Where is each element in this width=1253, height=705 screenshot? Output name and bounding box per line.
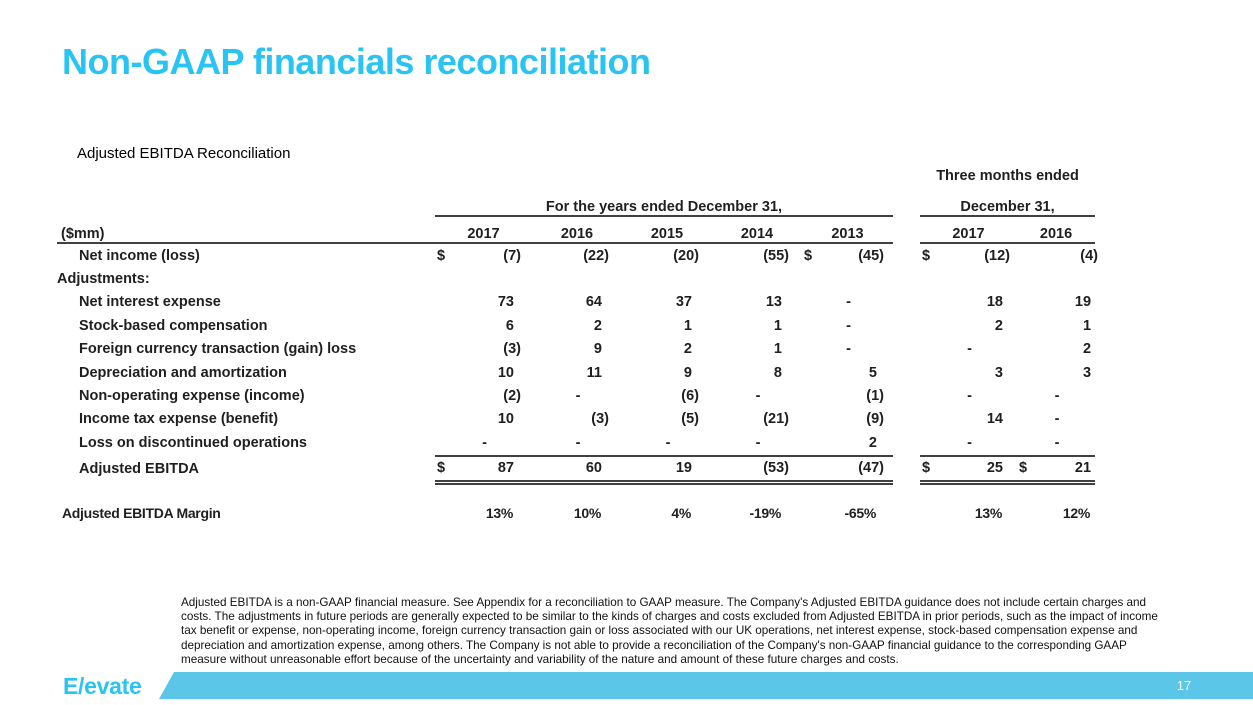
cell-value: 12% — [1062, 505, 1090, 521]
value-cell — [532, 267, 622, 290]
value-cell — [802, 338, 893, 361]
cell-value: 2 — [1082, 341, 1092, 358]
cell-value: (4) — [1080, 247, 1099, 264]
value-cell — [712, 314, 802, 337]
quarter-group-header-line1: Three months ended — [936, 168, 1079, 184]
header-row-top — [57, 167, 1095, 184]
value-cell — [622, 267, 712, 290]
value-cell — [712, 361, 802, 384]
cell-value: - — [967, 434, 972, 451]
value-cell — [712, 267, 802, 290]
cell-value: 13% — [974, 505, 1002, 521]
value-cell — [920, 361, 1017, 384]
section-gap — [893, 338, 920, 361]
section-gap — [893, 314, 920, 337]
value-cell — [435, 314, 532, 337]
value-cell — [532, 456, 622, 483]
value-cell — [1017, 408, 1095, 431]
header-row-group — [57, 184, 1095, 216]
value-cell — [712, 338, 802, 361]
value-cell — [435, 456, 532, 483]
value-cell — [435, 500, 532, 526]
table-row — [57, 408, 1095, 431]
cell-value: (1) — [866, 388, 884, 405]
column-header-year: 2014 — [712, 216, 802, 243]
cell-value: 87 — [497, 460, 514, 477]
value-cell — [712, 431, 802, 455]
column-header-year: 2013 — [802, 216, 893, 243]
cell-value: (22) — [583, 247, 609, 264]
value-cell — [920, 291, 1017, 314]
value-cell — [920, 431, 1017, 455]
cell-value: 4% — [671, 505, 691, 521]
value-cell — [435, 384, 532, 407]
cell-value: 21 — [1074, 460, 1092, 477]
value-cell — [1017, 314, 1095, 337]
value-cell — [920, 267, 1017, 290]
row-label: Adjustments: — [57, 271, 150, 288]
cell-value: - — [755, 434, 761, 451]
cell-value: 10% — [573, 505, 601, 521]
value-cell — [712, 456, 802, 483]
cell-value: (12) — [984, 247, 1010, 264]
value-cell — [435, 338, 532, 361]
section-gap — [893, 500, 920, 526]
value-cell — [920, 338, 1017, 361]
value-cell — [532, 408, 622, 431]
cell-value: 10 — [497, 364, 514, 381]
value-cell — [622, 431, 712, 455]
value-cell — [622, 314, 712, 337]
row-label: Non-operating expense (income) — [79, 388, 305, 405]
row-label: Loss on discontinued operations — [79, 435, 307, 452]
currency-symbol: $ — [437, 460, 446, 477]
value-cell — [622, 456, 712, 483]
cell-value: 2 — [593, 317, 602, 334]
quarter-group-header-line2: December 31, — [920, 184, 1095, 216]
table-row — [57, 384, 1095, 407]
value-cell — [712, 500, 802, 526]
cell-value: - — [846, 317, 851, 334]
value-cell — [802, 408, 893, 431]
cell-value: (21) — [763, 411, 789, 428]
value-cell — [802, 291, 893, 314]
value-cell — [802, 267, 893, 290]
cell-value: (2) — [503, 388, 521, 405]
value-cell — [712, 291, 802, 314]
ebitda-margin-table — [57, 500, 1095, 526]
year-group-header: For the years ended December 31, — [435, 184, 893, 216]
value-cell — [802, 384, 893, 407]
value-cell — [920, 243, 1017, 267]
row-label: Adjusted EBITDA — [79, 460, 200, 477]
table-row — [57, 431, 1095, 455]
column-header-year: 2017 — [435, 216, 532, 243]
cell-value: 19 — [675, 460, 692, 477]
table-row — [57, 361, 1095, 384]
cell-value: 19 — [1074, 294, 1092, 311]
cell-value: (9) — [866, 411, 884, 428]
currency-symbol: $ — [922, 247, 931, 264]
value-cell — [622, 338, 712, 361]
value-cell — [622, 408, 712, 431]
table-row — [57, 243, 1095, 267]
value-cell — [1017, 456, 1095, 483]
row-label: Net interest expense — [79, 294, 221, 311]
table-row — [57, 291, 1095, 314]
section-gap — [893, 291, 920, 314]
value-cell — [622, 384, 712, 407]
footnote-text: Adjusted EBITDA is a non-GAAP financial measure. See Appendix for a reconciliation to GAAP measure. The Company's Adjusted EBITDA guidance does not include certain charges and costs. The adjustments in future periods are generally expected to be similar to the kinds of charges and costs excluded from Adjusted EBITDA in prior periods, such as the impact of income tax benefit or expense, non-operating income, foreign currency transaction gain or loss associated with our UK operations, net interest expense, stock-based compensation expense and depreciation and amortization expense, among others. The Company is not able to provide a reconciliation of the Company's non-GAAP financial guidance to the corresponding GAAP measure without unreasonable effort because of the uncertainty and variability of the nature and amount of these future charges and costs. — [181, 596, 1158, 666]
table-row — [57, 500, 1095, 526]
row-label: Adjusted EBITDA Margin — [62, 505, 221, 521]
elevate-logo: E/evate — [63, 673, 142, 699]
cell-value: 13% — [485, 505, 513, 521]
cell-value: 25 — [986, 460, 1003, 477]
cell-value: (53) — [763, 460, 789, 477]
value-cell — [802, 431, 893, 455]
cell-value: 14 — [986, 411, 1003, 428]
value-cell — [622, 500, 712, 526]
value-cell — [532, 361, 622, 384]
value-cell — [622, 291, 712, 314]
cell-value: - — [1054, 388, 1060, 405]
currency-symbol: $ — [922, 460, 931, 477]
cell-value: (55) — [763, 247, 789, 264]
value-cell — [712, 384, 802, 407]
value-cell — [622, 361, 712, 384]
row-label: Foreign currency transaction (gain) loss — [79, 341, 357, 358]
ebitda-reconciliation-table — [57, 167, 1099, 485]
value-cell — [1017, 243, 1099, 267]
column-header-quarter: 2016 — [1017, 216, 1095, 243]
cell-value: 13 — [765, 294, 782, 311]
table-row — [57, 267, 1095, 290]
cell-value: 1 — [1082, 317, 1092, 334]
cell-value: 18 — [986, 294, 1003, 311]
value-cell — [1017, 267, 1095, 290]
cell-value: 9 — [683, 364, 692, 381]
cell-value: 1 — [773, 317, 782, 334]
value-cell — [532, 314, 622, 337]
value-cell — [532, 500, 622, 526]
value-cell — [622, 243, 712, 267]
cell-value: - — [846, 341, 851, 358]
cell-value: 10 — [497, 411, 514, 428]
cell-value: 60 — [585, 460, 602, 477]
table-row — [57, 338, 1095, 361]
cell-value: 2 — [683, 341, 692, 358]
value-cell — [435, 243, 532, 267]
cell-value: - — [665, 434, 671, 451]
cell-value: 11 — [586, 364, 602, 381]
value-cell — [1017, 291, 1095, 314]
value-cell — [920, 408, 1017, 431]
value-cell — [920, 384, 1017, 407]
value-cell — [920, 314, 1017, 337]
cell-value: 9 — [593, 341, 602, 358]
value-cell — [802, 243, 893, 267]
value-cell — [532, 338, 622, 361]
margin-table-body — [57, 500, 1095, 526]
cell-value: 37 — [675, 294, 692, 311]
column-header-year: 2016 — [532, 216, 622, 243]
cell-value: 6 — [505, 317, 514, 334]
column-header-year: 2015 — [622, 216, 712, 243]
cell-value: 73 — [497, 294, 514, 311]
cell-value: - — [846, 294, 851, 311]
cell-value: - — [967, 388, 972, 405]
cell-value: 3 — [994, 364, 1003, 381]
cell-value: - — [755, 388, 761, 405]
value-cell — [712, 243, 802, 267]
value-cell — [802, 361, 893, 384]
value-cell — [435, 267, 532, 290]
cell-value: (3) — [591, 411, 609, 428]
value-cell — [1017, 338, 1095, 361]
header-row-years — [57, 216, 1095, 243]
row-label: Net income (loss) — [79, 247, 200, 264]
cell-value: 2 — [868, 434, 877, 451]
value-cell — [435, 431, 532, 455]
cell-value: 5 — [868, 364, 877, 381]
footer-accent-bar — [0, 672, 1253, 699]
cell-value: - — [967, 341, 972, 358]
value-cell — [532, 431, 622, 455]
value-cell — [920, 500, 1017, 526]
cell-value: 1 — [773, 341, 782, 358]
value-cell — [435, 408, 532, 431]
cell-value: -65% — [844, 505, 876, 521]
value-cell — [435, 291, 532, 314]
currency-symbol: $ — [437, 247, 446, 264]
cell-value: 3 — [1082, 364, 1092, 381]
page-number: 17 — [1176, 678, 1192, 693]
cell-value: (47) — [858, 460, 884, 477]
value-cell — [532, 291, 622, 314]
units-label: ($mm) — [57, 216, 435, 243]
table-caption: Adjusted EBITDA Reconciliation — [77, 145, 291, 162]
row-label: Depreciation and amortization — [79, 364, 287, 381]
cell-value: (20) — [673, 247, 699, 264]
column-header-quarter: 2017 — [920, 216, 1017, 243]
cell-value: - — [575, 388, 581, 405]
cell-value: - — [1054, 411, 1060, 428]
cell-value: 8 — [773, 364, 782, 381]
section-gap — [893, 361, 920, 384]
section-gap — [893, 431, 920, 455]
value-cell — [802, 456, 893, 483]
row-label: Income tax expense (benefit) — [79, 411, 279, 428]
cell-value: (6) — [681, 388, 699, 405]
table-row — [57, 456, 1095, 483]
cell-value: - — [482, 434, 487, 451]
cell-value: 2 — [994, 317, 1003, 334]
cell-value: -19% — [749, 505, 781, 521]
value-cell — [712, 408, 802, 431]
value-cell — [532, 384, 622, 407]
value-cell — [1017, 384, 1095, 407]
cell-value: - — [575, 434, 581, 451]
row-label: Stock-based compensation — [79, 317, 268, 334]
cell-value: (45) — [858, 247, 884, 264]
value-cell — [532, 243, 622, 267]
cell-value: 64 — [585, 294, 602, 311]
cell-value: (7) — [503, 247, 521, 264]
section-gap — [893, 267, 920, 290]
value-cell — [802, 314, 893, 337]
cell-value: (5) — [681, 411, 699, 428]
value-cell — [802, 500, 893, 526]
cell-value: (3) — [503, 341, 521, 358]
value-cell — [920, 456, 1017, 483]
currency-symbol: $ — [804, 247, 813, 264]
cell-value: 1 — [683, 317, 692, 334]
page-title: Non-GAAP financials reconciliation — [62, 41, 651, 82]
value-cell — [1017, 361, 1095, 384]
value-cell — [1017, 500, 1095, 526]
value-cell — [1017, 431, 1095, 455]
value-cell — [435, 361, 532, 384]
currency-symbol: $ — [1019, 460, 1028, 477]
table-row — [57, 314, 1095, 337]
ebitda-table-body — [57, 243, 1099, 482]
cell-value: - — [1054, 434, 1060, 451]
